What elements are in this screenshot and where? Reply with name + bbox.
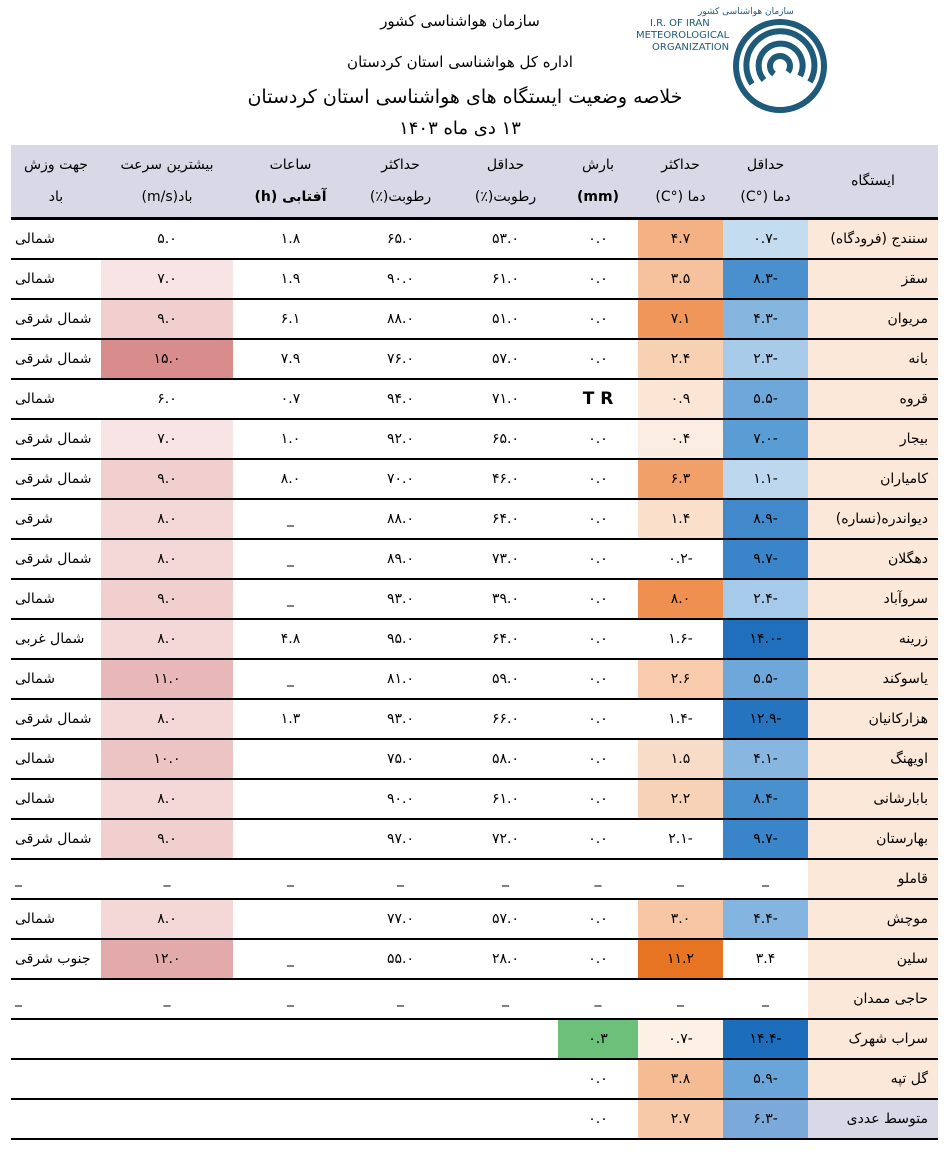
cell-tmin: _ [723,859,808,899]
cell-dir [11,1059,101,1099]
cell-station: بهارستان [808,819,938,859]
cell-hmax: ۸۸.۰ [348,299,453,339]
cell-sun [233,1099,348,1139]
cell-sun: _ [233,979,348,1019]
cell-tmax: ۴.۷ [638,219,723,260]
cell-dir: شمال شرقی [11,699,101,739]
cell-tmin: -۶.۳ [723,1099,808,1139]
cell-tmin: -۸.۹ [723,499,808,539]
cell-wind: ۸.۰ [101,699,233,739]
cell-precip: ۰.۰ [558,619,638,659]
cell-wind [101,1019,233,1059]
table-row [11,779,938,819]
cell-tmax: -۱.۶ [638,619,723,659]
cell-wind: ۵.۰ [101,219,233,260]
cell-wind: _ [101,859,233,899]
cell-station: دیواندره(نساره) [808,499,938,539]
cell-hmin: ۷۱.۰ [453,379,558,419]
column-header-line1: حداکثر [381,157,420,173]
cell-hmax: ۷۶.۰ [348,339,453,379]
cell-sun: _ [233,939,348,979]
cell-tmax: ۲.۶ [638,659,723,699]
cell-station: سروآباد [808,579,938,619]
table-row [11,219,938,260]
cell-precip: ۰.۰ [558,699,638,739]
cell-precip: ۰.۰ [558,259,638,299]
cell-station: سنندج (فرودگاه) [808,219,938,260]
cell-station: هزارکانیان [808,699,938,739]
cell-tmin: -۱.۱ [723,459,808,499]
cell-hmin: _ [453,979,558,1019]
column-header-line1: حداقل [486,157,525,173]
cell-sun: ۱.۰ [233,419,348,459]
cell-hmax: ۹۰.۰ [348,259,453,299]
table-row [11,379,938,419]
cell-dir: شمال شرقی [11,539,101,579]
column-header-line2: دما (°C) [740,189,791,205]
cell-tmin: -۱۲.۹ [723,699,808,739]
cell-station: اویهنگ [808,739,938,779]
cell-tmax: -۲.۱ [638,819,723,859]
cell-dir: شمالی [11,379,101,419]
cell-dir: شمالی [11,219,101,260]
cell-sun [233,899,348,939]
cell-hmin: ۵۳.۰ [453,219,558,260]
cell-hmin: ۶۱.۰ [453,259,558,299]
cell-station: مریوان [808,299,938,339]
column-header-line1: جهت وزش [24,157,88,173]
cell-sun: _ [233,859,348,899]
cell-wind: ۱۵.۰ [101,339,233,379]
cell-dir: _ [11,979,101,1019]
cell-hmin: _ [453,859,558,899]
cell-wind [101,1059,233,1099]
cell-tmax: ۱.۴ [638,499,723,539]
cell-station: دهگلان [808,539,938,579]
column-header [558,145,638,219]
cell-wind: ۸.۰ [101,619,233,659]
report-header [0,0,949,145]
cell-wind: ۱۰.۰ [101,739,233,779]
cell-sun [233,739,348,779]
cell-wind: ۹.۰ [101,299,233,339]
cell-wind: _ [101,979,233,1019]
table-row [11,1019,938,1059]
cell-tmin: -۲.۴ [723,579,808,619]
cell-precip: ۰.۰ [558,779,638,819]
cell-station: گل تپه [808,1059,938,1099]
cell-tmax: ۲.۲ [638,779,723,819]
column-header-line2: (mm) [577,189,619,205]
cell-hmin [453,1019,558,1059]
cell-tmax: -۱.۴ [638,699,723,739]
cell-hmax: ۷۷.۰ [348,899,453,939]
cell-tmin: -۷.۰ [723,419,808,459]
cell-hmax: ۸۹.۰ [348,539,453,579]
table-row [11,819,938,859]
cell-hmax: ۷۰.۰ [348,459,453,499]
org-name: سازمان هواشناسی کشور [380,12,540,30]
cell-hmax: ۷۵.۰ [348,739,453,779]
logo-line1: I.R. OF IRAN [650,18,710,29]
cell-sun [233,1059,348,1099]
table-row [11,699,938,739]
cell-hmin: ۶۶.۰ [453,699,558,739]
cell-precip: T R [558,379,638,419]
column-header [11,145,101,219]
table-row [11,1059,938,1099]
cell-tmin: -۵.۵ [723,659,808,699]
cell-dir: شرقی [11,499,101,539]
cell-tmin: -۸.۴ [723,779,808,819]
cell-hmax [348,1099,453,1139]
cell-dir: شمالی [11,579,101,619]
cell-tmin: -۰.۷ [723,219,808,260]
cell-wind: ۱۱.۰ [101,659,233,699]
table-row [11,419,938,459]
cell-dir [11,1099,101,1139]
column-header [808,145,938,219]
cell-hmax [348,1059,453,1099]
cell-tmax: _ [638,979,723,1019]
cell-sun: _ [233,659,348,699]
column-header-line2: دما (°C) [655,189,706,205]
cell-precip: ۰.۰ [558,939,638,979]
cell-tmax: ۳.۸ [638,1059,723,1099]
cell-wind: ۹.۰ [101,579,233,619]
logo-text-fa: سازمان هواشناسی کشور [698,7,794,17]
cell-wind: ۸.۰ [101,779,233,819]
cell-hmax [348,1019,453,1059]
cell-hmax: ۸۸.۰ [348,499,453,539]
cell-wind: ۷.۰ [101,259,233,299]
cell-hmin [453,1059,558,1099]
table-row [11,619,938,659]
cell-tmin: -۴.۳ [723,299,808,339]
table-row [11,1099,938,1139]
cell-dir: شمال شرقی [11,819,101,859]
table-row [11,899,938,939]
cell-dir [11,1019,101,1059]
cell-tmin: -۴.۱ [723,739,808,779]
cell-station: سراب شهرک [808,1019,938,1059]
table-row [11,259,938,299]
cell-wind: ۸.۰ [101,499,233,539]
cell-sun: ۱.۳ [233,699,348,739]
cell-station: کامیاران [808,459,938,499]
column-header [453,145,558,219]
cell-station: زرینه [808,619,938,659]
column-header [723,145,808,219]
cell-tmax: ۳.۰ [638,899,723,939]
cell-tmin: -۹.۷ [723,539,808,579]
cell-tmax: ۰.۹ [638,379,723,419]
column-header-line1: حداقل [746,157,785,173]
cell-sun [233,1019,348,1059]
cell-dir: شمال شرقی [11,299,101,339]
cell-tmin: _ [723,979,808,1019]
cell-station: قاملو [808,859,938,899]
cell-hmax: ۹۴.۰ [348,379,453,419]
cell-wind [101,1099,233,1139]
cell-hmax: ۵۵.۰ [348,939,453,979]
cell-precip: ۰.۰ [558,739,638,779]
cell-hmax: ۹۷.۰ [348,819,453,859]
cell-precip: _ [558,859,638,899]
cell-tmax: ۳.۵ [638,259,723,299]
report-date: ۱۳ دی ماه ۱۴۰۳ [399,118,521,139]
cell-station: بابارشانی [808,779,938,819]
column-header [348,145,453,219]
cell-hmin: ۲۸.۰ [453,939,558,979]
cell-tmax: _ [638,859,723,899]
cell-precip: ۰.۰ [558,579,638,619]
cell-hmax: ۹۳.۰ [348,579,453,619]
cell-tmax: ۷.۱ [638,299,723,339]
column-header-line2: آفتابی (h) [254,189,327,205]
weather-stations-table [11,145,938,1140]
cell-dir: _ [11,859,101,899]
cell-sun: ۱.۹ [233,259,348,299]
cell-tmax: ۱.۵ [638,739,723,779]
cell-dir: جنوب شرقی [11,939,101,979]
table-row [11,339,938,379]
department-name: اداره کل هواشناسی استان کردستان [347,53,573,71]
column-header-line1: بیشترین سرعت [120,157,214,173]
column-header-line1: حداکثر [661,157,700,173]
table-row [11,539,938,579]
column-header-line1: بارش [581,157,614,173]
cell-hmax: _ [348,859,453,899]
cell-hmin: ۵۸.۰ [453,739,558,779]
column-header-line2: رطوبت(٪) [474,189,537,205]
cell-tmax: ۲.۴ [638,339,723,379]
cell-tmin: -۱۴.۴ [723,1019,808,1059]
cell-station: بانه [808,339,938,379]
logo-line2: METEOROLOGICAL [636,30,730,41]
cell-hmin: ۵۷.۰ [453,899,558,939]
table-header-row [11,145,938,219]
cell-precip: ۰.۰ [558,219,638,260]
cell-precip: ۰.۰ [558,539,638,579]
cell-precip: _ [558,979,638,1019]
cell-precip: ۰.۰ [558,419,638,459]
cell-tmin: -۵.۵ [723,379,808,419]
column-header-line1: ساعات [269,157,312,173]
cell-hmax: ۹۵.۰ [348,619,453,659]
cell-dir: شمال شرقی [11,459,101,499]
cell-precip: ۰.۰ [558,1059,638,1099]
cell-station: متوسط عددی [808,1099,938,1139]
cell-hmax: ۸۱.۰ [348,659,453,699]
column-header [101,145,233,219]
cell-tmin: -۱۴.۰ [723,619,808,659]
cell-tmax: ۲.۷ [638,1099,723,1139]
cell-precip: ۰.۰ [558,659,638,699]
cell-hmin: ۷۲.۰ [453,819,558,859]
cell-tmin: -۲.۳ [723,339,808,379]
cell-dir: شمال شرقی [11,419,101,459]
cell-hmax: ۹۰.۰ [348,779,453,819]
cell-hmax: ۶۵.۰ [348,219,453,260]
cell-tmax: ۶.۳ [638,459,723,499]
cell-sun: _ [233,539,348,579]
cell-hmax: ۹۲.۰ [348,419,453,459]
cell-wind: ۹.۰ [101,819,233,859]
cell-hmin: ۶۴.۰ [453,619,558,659]
cell-hmin [453,1099,558,1139]
cell-station: سلین [808,939,938,979]
cell-tmin: -۵.۹ [723,1059,808,1099]
cell-hmax: _ [348,979,453,1019]
cell-precip: ۰.۰ [558,499,638,539]
cell-tmax: -۰.۲ [638,539,723,579]
cell-wind: ۸.۰ [101,539,233,579]
table-row [11,499,938,539]
table-row [11,859,938,899]
cell-dir: شمالی [11,259,101,299]
table-row [11,299,938,339]
cell-station: سقز [808,259,938,299]
cell-tmax: ۰.۴ [638,419,723,459]
cell-dir: شمال شرقی [11,339,101,379]
column-header [233,145,348,219]
cell-precip: ۰.۰ [558,899,638,939]
cell-hmin: ۷۳.۰ [453,539,558,579]
cell-tmax: ۸.۰ [638,579,723,619]
cell-sun: ۰.۷ [233,379,348,419]
column-header-line2: باد [48,189,64,205]
cell-dir: شمالی [11,899,101,939]
cell-sun: ۱.۸ [233,219,348,260]
column-header-line2: رطوبت(٪) [369,189,432,205]
table-row [11,459,938,499]
cell-dir: شمالی [11,659,101,699]
cell-sun: ۴.۸ [233,619,348,659]
table-row [11,979,938,1019]
cell-wind: ۹.۰ [101,459,233,499]
cell-sun: _ [233,579,348,619]
column-header [638,145,723,219]
table-row [11,579,938,619]
cell-dir: شمالی [11,739,101,779]
cell-tmin: -۸.۳ [723,259,808,299]
cell-dir: شمالی [11,779,101,819]
cell-precip: ۰.۰ [558,819,638,859]
cell-precip: ۰.۰ [558,1099,638,1139]
cell-wind: ۸.۰ [101,899,233,939]
table-row [11,659,938,699]
cell-tmax: ۱۱.۲ [638,939,723,979]
cell-precip: ۰.۰ [558,299,638,339]
cell-sun: ۷.۹ [233,339,348,379]
cell-hmin: ۵۱.۰ [453,299,558,339]
cell-hmin: ۴۶.۰ [453,459,558,499]
cell-tmax: -۰.۷ [638,1019,723,1059]
cell-sun [233,819,348,859]
cell-hmin: ۳۹.۰ [453,579,558,619]
cell-sun [233,779,348,819]
cell-hmin: ۶۵.۰ [453,419,558,459]
cell-sun: ۸.۰ [233,459,348,499]
table-row [11,939,938,979]
cell-hmin: ۵۷.۰ [453,339,558,379]
cell-tmin: -۹.۷ [723,819,808,859]
cell-wind: ۷.۰ [101,419,233,459]
table-row [11,739,938,779]
cell-hmax: ۹۳.۰ [348,699,453,739]
cell-tmin: -۴.۴ [723,899,808,939]
cell-precip: ۰.۰ [558,339,638,379]
column-header-line2: باد(m/s) [141,189,193,205]
cell-wind: ۱۲.۰ [101,939,233,979]
cell-dir: شمال غربی [11,619,101,659]
cell-wind: ۶.۰ [101,379,233,419]
cell-precip: ۰.۰ [558,459,638,499]
cell-tmin: ۳.۴ [723,939,808,979]
report-title: خلاصه وضعیت ایستگاه های هواشناسی استان کردستان [247,86,683,108]
logo-line3: ORGANIZATION [652,42,730,53]
column-header-line1: ایستگاه [851,173,895,189]
cell-station: یاسوکند [808,659,938,699]
cell-station: حاجی ممدان [808,979,938,1019]
cell-precip: ۰.۳ [558,1019,638,1059]
cell-station: قروه [808,379,938,419]
cell-sun: ۶.۱ [233,299,348,339]
cell-hmin: ۶۴.۰ [453,499,558,539]
table-body [11,219,938,1140]
cell-station: بیجار [808,419,938,459]
cell-sun: _ [233,499,348,539]
cell-station: موچش [808,899,938,939]
cell-hmin: ۶۱.۰ [453,779,558,819]
cell-hmin: ۵۹.۰ [453,659,558,699]
